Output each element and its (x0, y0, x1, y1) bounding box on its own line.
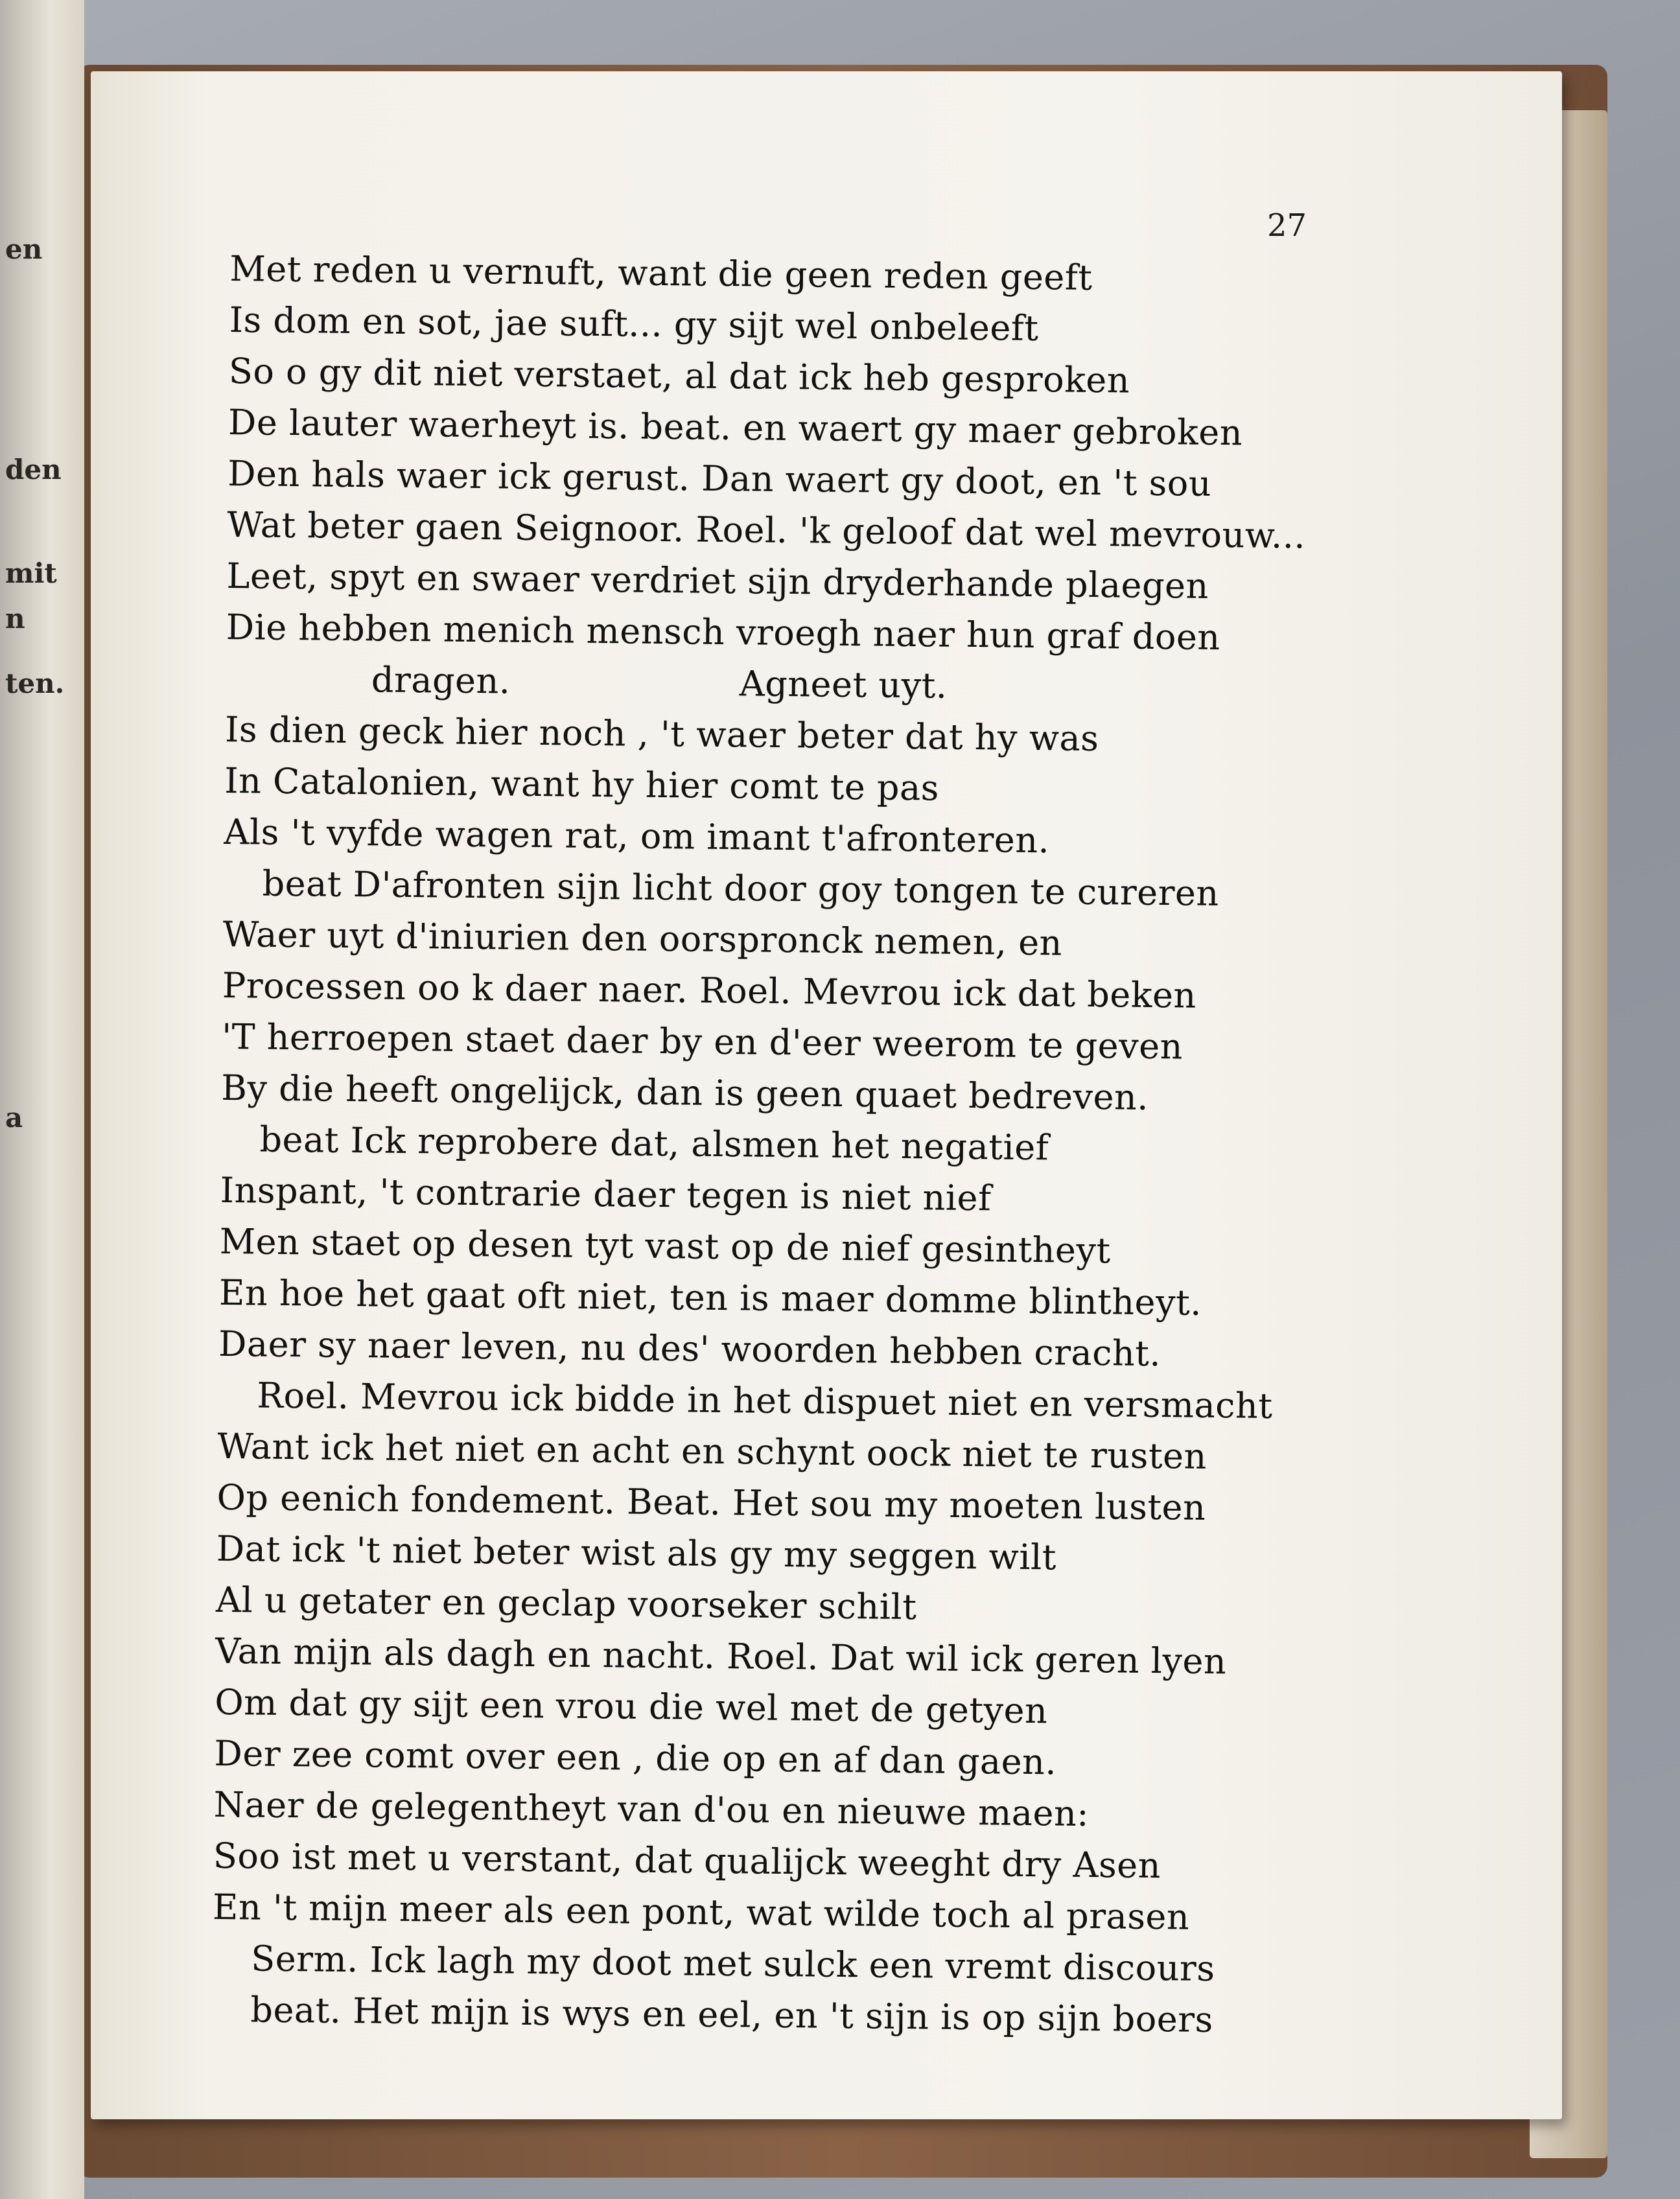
facing-page-edge (0, 0, 84, 2199)
text-line: Als 't vyfde wagen rat, om imant t'afronteren. (224, 811, 1050, 861)
book-page (91, 71, 1562, 2119)
text-line: Leet, spyt en swaer verdriet sijn dryderhande plaegen (226, 555, 1209, 607)
text-line: En hoe het gaat oft niet, ten is maer domme blintheyt. (218, 1272, 1202, 1323)
text-line: Met reden u vernuft, want die geen reden geeft (229, 248, 1093, 298)
text-line: Dat ick 't niet beter wist als gy my seggen wilt (216, 1528, 1057, 1578)
facing-page-fragment: den (5, 454, 62, 485)
text-line: By die heeft ongelijck, dan is geen quaet bedreven. (221, 1067, 1149, 1118)
facing-page-fragment: ten. (5, 668, 65, 699)
facing-page-fragment: a (5, 1102, 23, 1134)
text-line: So o gy dit niet verstaet, al dat ick heb gesproken (228, 350, 1130, 401)
text-line: Van mijn als dagh en nacht. Roel. Dat wil ick geren lyen (215, 1630, 1227, 1682)
facing-page-fragment: n (5, 603, 25, 634)
text-line: dragen. Agneet uyt. (371, 659, 948, 706)
text-line: In Catalonien, want hy hier comt te pas (224, 760, 940, 809)
text-line: Der zee comt over een , die op en af dan gaen. (214, 1732, 1057, 1783)
verse-text (211, 243, 1332, 2047)
text-line: Om dat gy sijt een vrou die wel met de getyen (215, 1681, 1048, 1732)
text-line: Processen oo k daer naer. Roel. Mevrou ick dat beken (222, 964, 1197, 1016)
text-line: Soo ist met u verstant, dat qualijck weeght dry Asen (213, 1835, 1161, 1887)
text-line: beat D'afronten sijn licht door goy tongen te cureren (262, 863, 1220, 914)
facing-page-fragment: mit (5, 557, 57, 589)
text-line: 'T herroepen staet daer by en d'eer weerom te geven (221, 1016, 1184, 1067)
text-line: Inspant, 't contrarie daer tegen is niet nief (220, 1169, 992, 1219)
text-line: Is dom en sot, jae suft... gy sijt wel onbeleeft (229, 299, 1039, 349)
text-line: Daer sy naer leven, nu des' woorden hebben cracht. (218, 1323, 1161, 1375)
page-number: 27 (1267, 207, 1307, 244)
text-line: beat. Het mijn is wys en eel, en 't sijn is op sijn boers (250, 1989, 1214, 2041)
text-line: Roel. Mevrou ick bidde in het dispuet niet en versmacht (257, 1375, 1273, 1426)
text-line: Den hals waer ick gerust. Dan waert gy doot, en 't sou (227, 452, 1212, 504)
text-line: Waer uyt d'iniurien den oorspronck nemen, en (222, 913, 1063, 964)
text-line: En 't mijn meer als een pont, wat wilde toch al prasen (212, 1886, 1190, 1938)
text-line: Men staet op desen tyt vast op de nief gesintheyt (219, 1220, 1111, 1272)
text-line: Die hebben menich mensch vroegh naer hun graf doen (226, 606, 1220, 658)
text-line: Naer de gelegentheyt van d'ou en nieuwe maen: (213, 1784, 1090, 1835)
text-line: De lauter waerheyt is. beat. en waert gy maer gebroken (228, 401, 1243, 454)
text-line: Want ick het niet en acht en schynt oock niet te rusten (217, 1425, 1208, 1477)
text-line: Is dien geck hier noch , 't waer beter dat hy was (224, 708, 1099, 760)
text-line: Wat beter gaen Seignoor. Roel. 'k geloof dat wel mevrouw... (227, 504, 1306, 557)
text-line: Al u getater en geclap voorseker schilt (215, 1579, 917, 1628)
text-line: Serm. Ick lagh my doot met sulck een vremt discours (250, 1938, 1215, 1990)
text-line: beat Ick reprobere dat, alsmen het negatief (259, 1119, 1049, 1169)
text-line: Op eenich fondement. Beat. Het sou my moeten lusten (216, 1476, 1206, 1528)
facing-page-fragment: en (5, 233, 43, 265)
